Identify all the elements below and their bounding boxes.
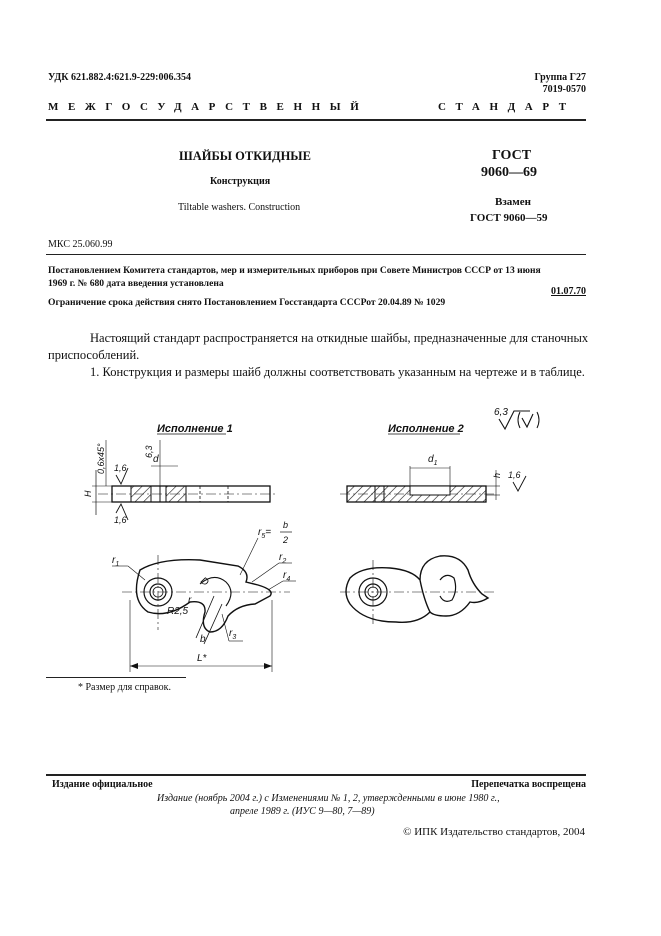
roughness-main-symbol xyxy=(494,407,539,429)
roughness-6-3: 6,3 xyxy=(144,445,154,458)
group-code: Группа Г27 xyxy=(534,72,586,83)
body-paragraph-1-line-1: Настоящий стандарт распространяется на откидные шайбы, предназначенные для станочных xyxy=(90,331,589,345)
r5-denominator: 2 xyxy=(283,535,289,545)
body-paragraph-1-line-2: приспособлений. xyxy=(48,348,140,362)
mks-rule xyxy=(46,254,586,255)
dim-h-label: H xyxy=(83,490,93,497)
body-paragraph-2: 1. Конструкция и размеры шайб должны соответствовать указанным на чертеже и в таблице. xyxy=(90,365,585,379)
mks-code: МКС 25.060.99 xyxy=(48,239,113,250)
chamfer-label: 0,6x45° xyxy=(96,443,106,474)
document-subtitle: Конструкция xyxy=(210,176,271,187)
body-paragraph-1 xyxy=(48,330,588,364)
roughness-1-6-v2: 1,6 xyxy=(508,470,521,480)
dim-d1-subscript: 1 xyxy=(433,460,438,467)
gost-label: ГОСТ xyxy=(492,148,532,163)
dim-d1-letter: d xyxy=(428,454,434,465)
r-2-5-label: R2,5 xyxy=(167,606,189,617)
effective-date: 01.07.70 xyxy=(551,286,586,297)
r3-subscript: 3 xyxy=(232,634,237,641)
r5-numerator: b xyxy=(283,520,289,530)
reprint-notice: Перепечатка воспрещена xyxy=(471,779,586,790)
footnote: * Размер для справок. xyxy=(78,682,171,693)
plan-view-version-1 xyxy=(112,520,296,672)
plan-view-version-2 xyxy=(340,556,494,625)
edition-line-1: Издание (ноябрь 2004 г.) с Изменениями № 1, 2, утвержденными в июне 1980 г., xyxy=(157,793,500,804)
r3-letter: r xyxy=(229,628,233,639)
r2-letter: r xyxy=(279,552,283,563)
okp-code: 7019-0570 xyxy=(542,84,586,95)
version-2-text: Исполнение 2 xyxy=(388,423,464,435)
r-plain-label: r xyxy=(188,595,192,606)
footer-rule xyxy=(46,774,586,776)
section-view-version-2 xyxy=(340,454,526,502)
udk-code: УДК 621.882.4:621.9-229:006.354 xyxy=(48,72,191,83)
roughness-main-value: 6,3 xyxy=(494,407,508,418)
r5-letter: r xyxy=(258,527,262,538)
roughness-1-6-bottom: 1,6 xyxy=(114,515,127,525)
limitation-note: Ограничение срока действия снято Постановлением Госстандарта СССРот 20.04.89 № 1029 xyxy=(48,297,446,308)
dim-h-small-label: h xyxy=(492,472,502,478)
footnote-rule xyxy=(46,677,186,678)
version-1-text: Исполнение 1 xyxy=(157,423,233,435)
r4-subscript: 4 xyxy=(286,576,291,583)
header-rule xyxy=(46,119,586,121)
section-view-version-1 xyxy=(83,440,278,525)
r1-subscript: 1 xyxy=(115,561,120,568)
washer-drawing xyxy=(0,395,661,685)
r5-equals: = xyxy=(265,527,272,538)
dim-d-label: d xyxy=(153,454,159,465)
standard-label: СТАНДАРТ xyxy=(438,101,576,113)
r1-letter: r xyxy=(112,555,116,566)
version-1-label xyxy=(157,423,233,435)
replaces-label: Взамен xyxy=(495,196,531,208)
r2-subscript: 2 xyxy=(282,558,287,565)
official-edition: Издание официальное xyxy=(52,779,153,790)
document-title: ШАЙБЫ ОТКИДНЫЕ xyxy=(179,149,311,163)
r5-label xyxy=(258,527,271,540)
r3-label xyxy=(229,628,236,641)
decree-line-1: Постановлением Комитета стандартов, мер и измерительных приборов при Совете Министров СССР от 13 июня xyxy=(48,265,541,276)
roughness-1-6-top: 1,6 xyxy=(114,463,127,473)
dim-d1-label xyxy=(428,454,438,467)
dim-D-label: D xyxy=(198,575,211,589)
english-title: Tiltable washers. Construction xyxy=(178,202,301,213)
dim-b-label: b xyxy=(200,634,206,645)
gost-number: 9060—69 xyxy=(481,165,537,180)
dim-L-label: L* xyxy=(197,653,207,664)
r4-letter: r xyxy=(283,570,287,581)
copyright: © ИПК Издательство стандартов, 2004 xyxy=(403,826,585,838)
interstate-label: МЕЖГОСУДАРСТВЕННЫЙ xyxy=(48,101,369,113)
replaces-standard: ГОСТ 9060—59 xyxy=(470,212,548,224)
r5-subscript: 5 xyxy=(261,533,266,540)
edition-line-2: апреле 1989 г. (ИУС 9—80, 7—89) xyxy=(230,806,375,817)
version-2-label xyxy=(388,423,464,435)
decree-line-2: 1969 г. № 680 дата введения установлена xyxy=(48,278,224,289)
